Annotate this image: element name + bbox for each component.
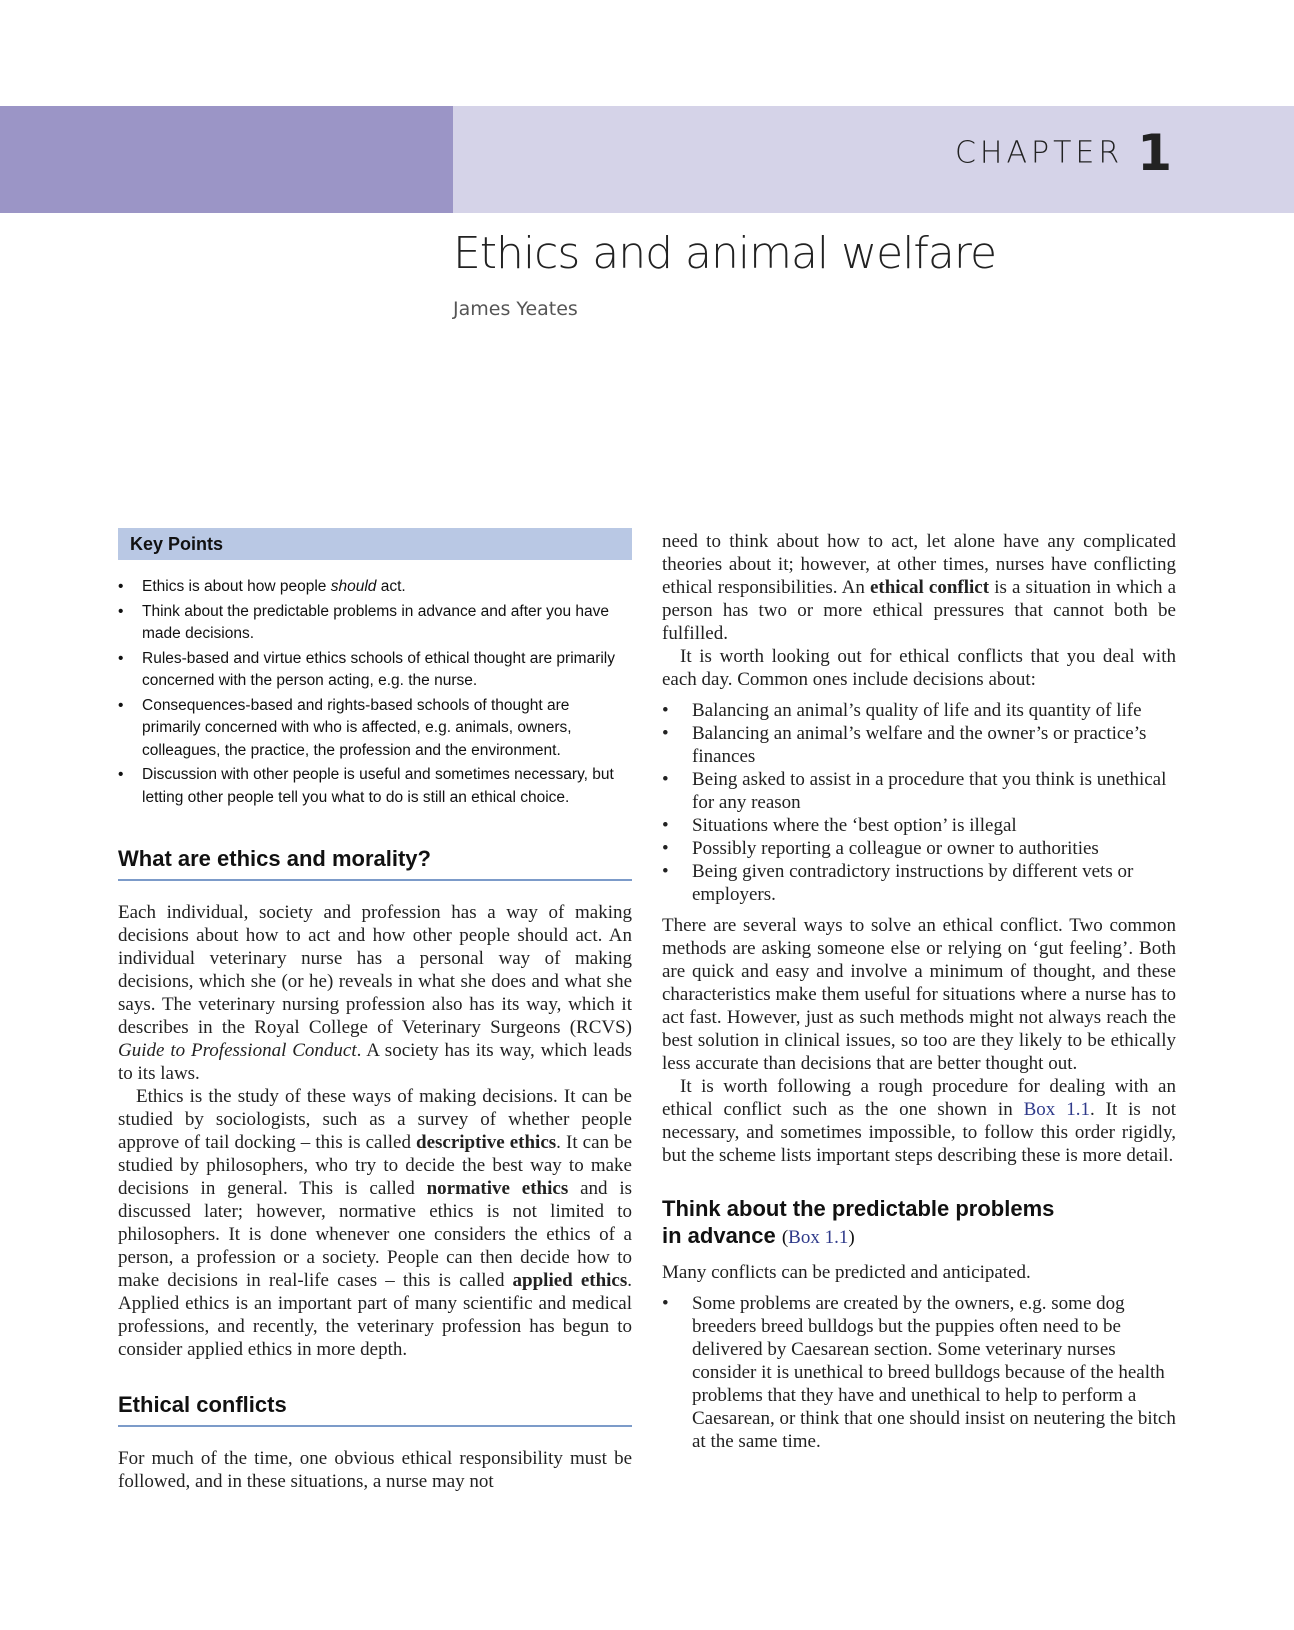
paragraph-conflicts-daily: It is worth looking out for ethical conflicts that you deal with each day. Common ones include decisions about: — [662, 646, 1176, 690]
text-run: . Applied ethics is an important part of many scientific and medical professions, and recently, the veterinary profession has begun to consider applied ethics in more depth. — [118, 1270, 633, 1360]
paragraph-solving-conflicts: There are several ways to solve an ethical conflict. Two common methods are asking someone else or relying on ‘gut feeling’. Both are quick and easy and involve a minimum of thought, and these characteristics make them useful for situations where a nurse has to act fast. However, just as such methods might not always reach the best solution in clinical issues, so too are they likely to be ethically less accurate than decisions that are better thought out. — [662, 915, 1176, 1074]
term-applied-ethics: applied ethics — [512, 1270, 628, 1291]
chapter-word: CHAPTER — [954, 135, 1124, 171]
problems-list — [662, 1292, 1176, 1453]
list-item: • Being asked to assist in a procedure that you think is unethical for any reason — [662, 768, 1176, 814]
chapter-title: Ethics and animal welfare — [453, 228, 997, 279]
text-run: It is worth following a rough procedure for dealing with an ethical conflict such as the one shown in — [662, 1076, 1176, 1120]
key-point-item: • Consequences-based and rights-based schools of thought are primarily concerned with who is affected, e.g. animals, owners, colleagues, the practice, the profession and the environment. — [118, 695, 632, 763]
paragraph-predicted: Many conflicts can be predicted and anticipated. — [662, 1262, 1031, 1283]
term-normative-ethics: normative ethics — [426, 1178, 569, 1199]
conflict-list — [662, 699, 1176, 906]
text-run: Ethics is the study of these ways of making decisions. It can be studied by sociologists, such as a survey of whether people approve of tail docking – this is called — [118, 1086, 632, 1153]
text-run: . It can be studied by philosophers, who try to decide the best way to make decisions in general. This is called — [118, 1132, 633, 1199]
key-point-item: • Discussion with other people is useful and sometimes necessary, but letting other people tell you what to do is still an ethical choice. — [118, 764, 632, 809]
paragraph-ethics-study — [118, 1085, 632, 1361]
paren: ) — [848, 1227, 855, 1248]
key-point-text: act. — [376, 578, 406, 595]
key-point-item — [118, 576, 632, 599]
chapter-label — [955, 124, 1172, 182]
paragraph-conflicts-start: For much of the time, one obvious ethical responsibility must be followed, and in these situations, a nurse may not — [118, 1448, 632, 1492]
key-point-item: • Think about the predictable problems in advance and after you have made decisions. — [118, 601, 632, 646]
text-run: is a situation in which a person has two or more ethical pressures that cannot both be fulfilled. — [662, 577, 1177, 644]
heading-line: in advance — [662, 1223, 776, 1248]
text-run: . A society has its way, which leads to its laws. — [118, 1040, 632, 1084]
text-run: . It is not necessary, and sometimes impossible, to follow this order rigidly, but the scheme lists important steps describing these is more detail. — [662, 1099, 1176, 1166]
list-item: • Possibly reporting a colleague or owner to authorities — [662, 837, 1176, 860]
term-descriptive-ethics: descriptive ethics — [416, 1132, 557, 1153]
section-heading-ethical-conflicts: Ethical conflicts — [118, 1392, 287, 1417]
section-rule — [118, 879, 632, 881]
term-ethical-conflict: ethical conflict — [869, 577, 990, 598]
list-item: • Balancing an animal’s welfare and the owner’s or practice’s finances — [662, 722, 1176, 768]
list-item: • Being given contradictory instructions by different vets or employers. — [662, 860, 1176, 906]
left-column — [118, 528, 632, 1493]
paragraph-ethics-intro — [118, 901, 632, 1085]
key-points-list — [118, 576, 632, 809]
guide-title: Guide to Professional Conduct — [118, 1040, 357, 1061]
chapter-band-dark — [0, 106, 453, 213]
text-run: Each individual, society and profession has a way of making decisions about how to act and how other people should act. An individual veterinary nurse has a personal way of making decisions, which she (or he) reveals in what she does and what she says. The veterinary nursing profession also has its way, which it describes in the Royal College of Veterinary Surgeons (RCVS) — [118, 902, 632, 1038]
text-run: need to think about how to act, let alone have any complicated theories about it; however, at other times, nurses have conflicting ethical responsibilities. An — [662, 531, 1176, 598]
right-column — [662, 530, 1176, 1453]
section-heading-predictable-problems — [662, 1195, 1176, 1251]
key-point-emphasis: should — [330, 578, 377, 595]
chapter-author: James Yeates — [453, 298, 578, 320]
paren: ( — [781, 1227, 789, 1248]
heading-line: Think about the predictable problems — [662, 1196, 1055, 1221]
paragraph-conflicts-continued — [662, 530, 1176, 645]
box-1-1-heading-link[interactable]: Box 1.1 — [788, 1227, 849, 1248]
key-points-heading: Key Points — [118, 528, 632, 560]
list-item: • Situations where the ‘best option’ is illegal — [662, 814, 1176, 837]
box-ref — [782, 1227, 855, 1248]
text-run: and is discussed later; however, normative ethics is not limited to philosophers. It is done whenever one considers the ethics of a person, a profession or a society. People can then decide how to make decisions in real-life cases – this is called — [118, 1178, 632, 1291]
chapter-number: 1 — [1137, 124, 1172, 182]
list-item: • Some problems are created by the owners, e.g. some dog breeders breed bulldogs but the puppies often need to be delivered by Caesarean section. Some veterinary nurses consider it is unethical to breed bulldogs because of the health problems that they have and unethical to help to perform a Caesarean, or think that one should insist on neutering the bitch at the same time. — [662, 1292, 1176, 1453]
key-point-text: Ethics is about how people — [142, 578, 331, 595]
section-rule — [118, 1425, 632, 1427]
list-item: • Balancing an animal’s quality of life and its quantity of life — [662, 699, 1176, 722]
key-point-item: • Rules-based and virtue ethics schools of ethical thought are primarily concerned with the person acting, e.g. the nurse. — [118, 648, 632, 693]
box-1-1-link[interactable]: Box 1.1 — [1023, 1099, 1090, 1120]
section-heading-ethics-morality: What are ethics and morality? — [118, 846, 431, 871]
paragraph-rough-procedure — [662, 1075, 1176, 1167]
